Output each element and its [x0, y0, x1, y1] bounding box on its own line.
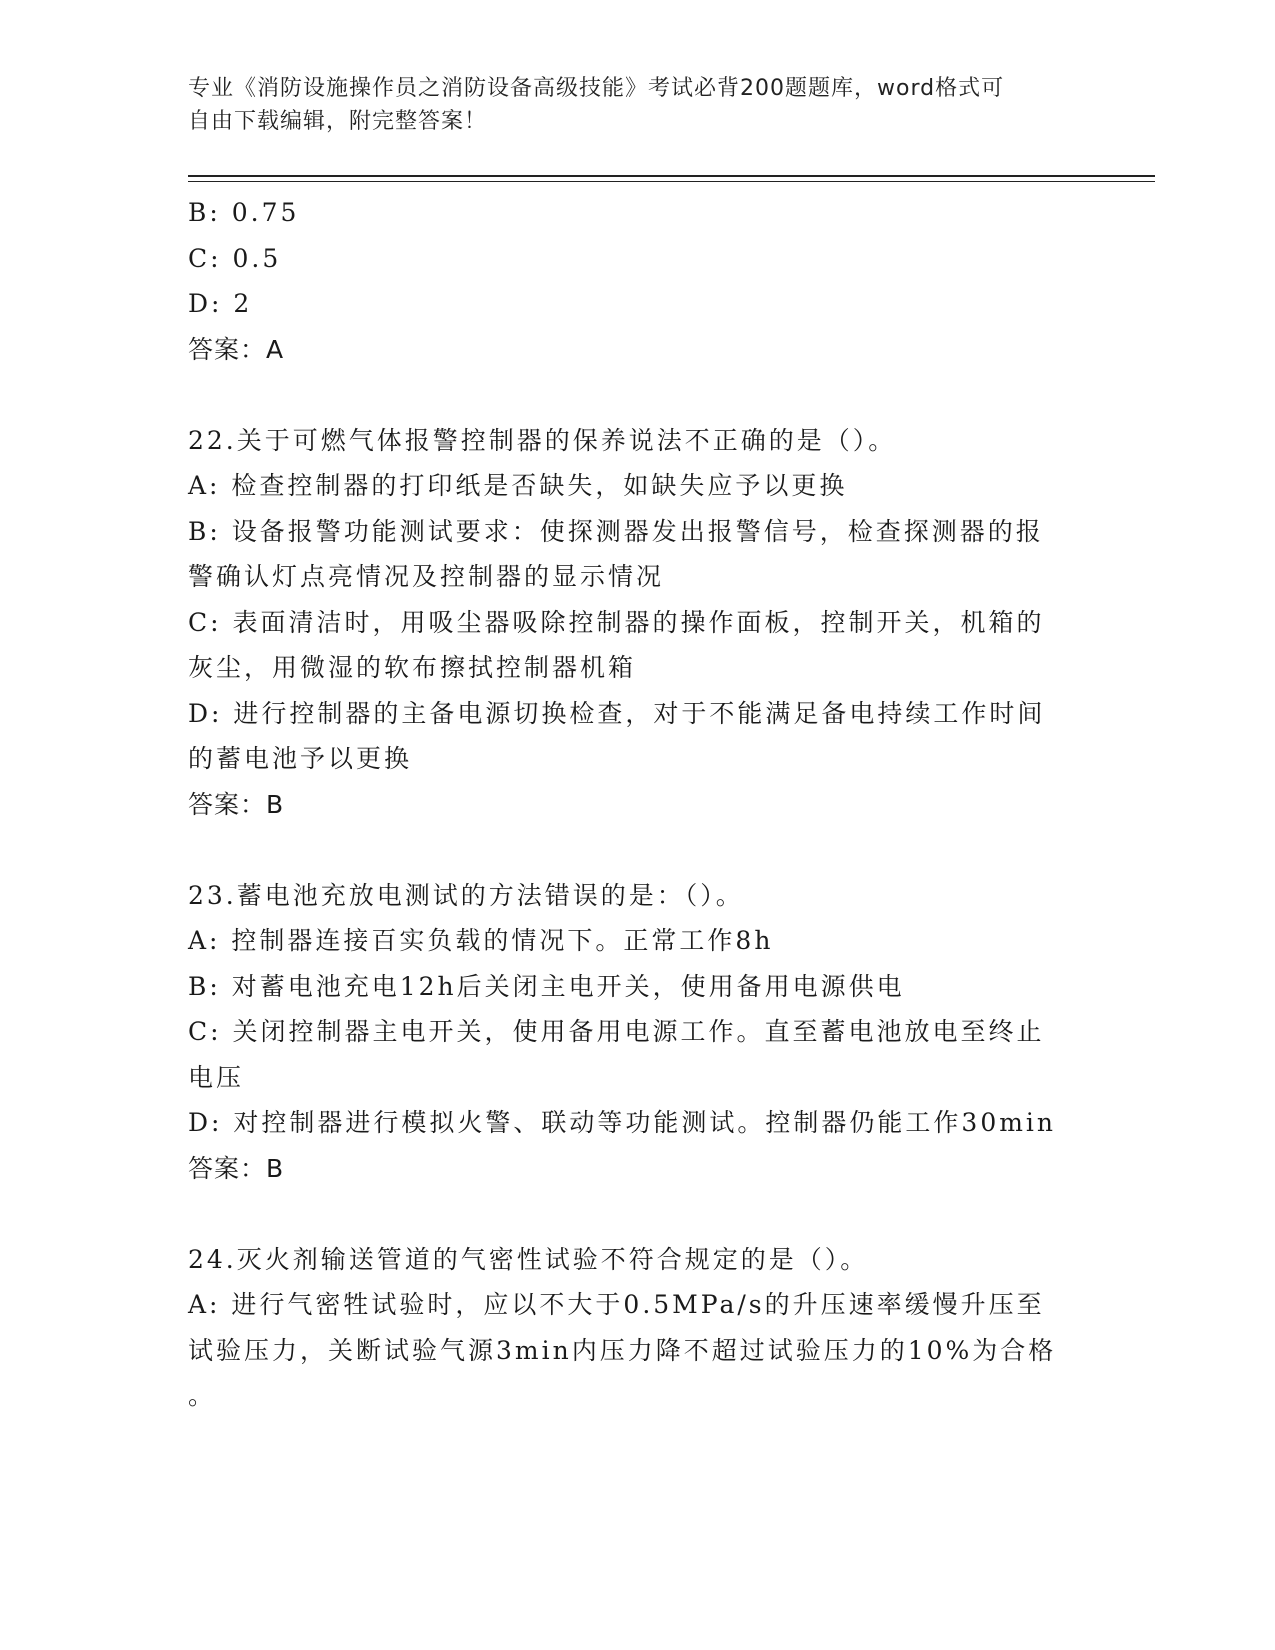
question-stem: 22.关于可燃气体报警控制器的保养说法不正确的是（）。 — [188, 425, 897, 455]
option-b: B: 设备报警功能测试要求：使探测器发出报警信号，检查探测器的报 — [188, 516, 1044, 546]
spacer — [188, 1191, 1088, 1237]
option-c: C: 表面清洁时，用吸尘器吸除控制器的操作面板，控制开关，机箱的 — [188, 607, 1045, 637]
spacer — [188, 372, 1088, 418]
option-c-continued: 电压 — [188, 1062, 245, 1092]
option-d: D: 2 — [188, 289, 253, 318]
question-23 — [188, 873, 1088, 1192]
option-a: A: 检查控制器的打印纸是否缺失，如缺失应予以更换 — [188, 471, 848, 500]
header-line-1: 专业《消防设施操作员之消防设备高级技能》考试必背200题题库，word格式可 — [188, 76, 1005, 101]
spacer — [188, 827, 1088, 873]
option-b: B: 0.75 — [188, 198, 300, 227]
question-21-tail — [188, 190, 1088, 372]
question-22 — [188, 418, 1088, 828]
question-stem: 23.蓄电池充放电测试的方法错误的是：（）。 — [188, 880, 744, 910]
question-24 — [188, 1237, 1088, 1419]
answer-line: 答案：B — [188, 789, 285, 819]
header-rule-thin — [188, 181, 1155, 182]
answer-line: 答案：A — [188, 334, 285, 364]
option-d-continued: 的蓄电池予以更换 — [188, 744, 413, 773]
page-header — [188, 72, 1068, 138]
option-b: B: 对蓄电池充电12h后关闭主电开关，使用备用电源供电 — [188, 971, 905, 1001]
option-a-continued: 试验压力，关断试验气源3min内压力降不超过试验压力的10%为合格 — [188, 1335, 1057, 1365]
header-rule-thick — [188, 175, 1155, 177]
option-a: A: 控制器连接百实负载的情况下。正常工作8h — [188, 926, 774, 955]
document-body — [188, 190, 1088, 1419]
option-d: D: 对控制器进行模拟火警、联动等功能测试。控制器仍能工作30min — [188, 1108, 1057, 1137]
option-d: D: 进行控制器的主备电源切换检查，对于不能满足备电持续工作时间 — [188, 698, 1046, 728]
option-a-continued: 。 — [188, 1381, 217, 1410]
option-c: C: 关闭控制器主电开关，使用备用电源工作。直至蓄电池放电至终止 — [188, 1017, 1045, 1046]
question-stem: 24.灭火剂输送管道的气密性试验不符合规定的是（）。 — [188, 1244, 869, 1274]
option-c-continued: 灰尘，用微湿的软布擦拭控制器机箱 — [188, 653, 637, 682]
option-b-continued: 警确认灯点亮情况及控制器的显示情况 — [188, 562, 665, 591]
option-c: C: 0.5 — [188, 243, 282, 273]
header-line-2: 自由下载编辑，附完整答案！ — [188, 109, 488, 134]
answer-line: 答案：B — [188, 1153, 285, 1183]
option-a: A: 进行气密牲试验时，应以不大于0.5MPa/s的升压速率缓慢升压至 — [188, 1290, 1045, 1319]
